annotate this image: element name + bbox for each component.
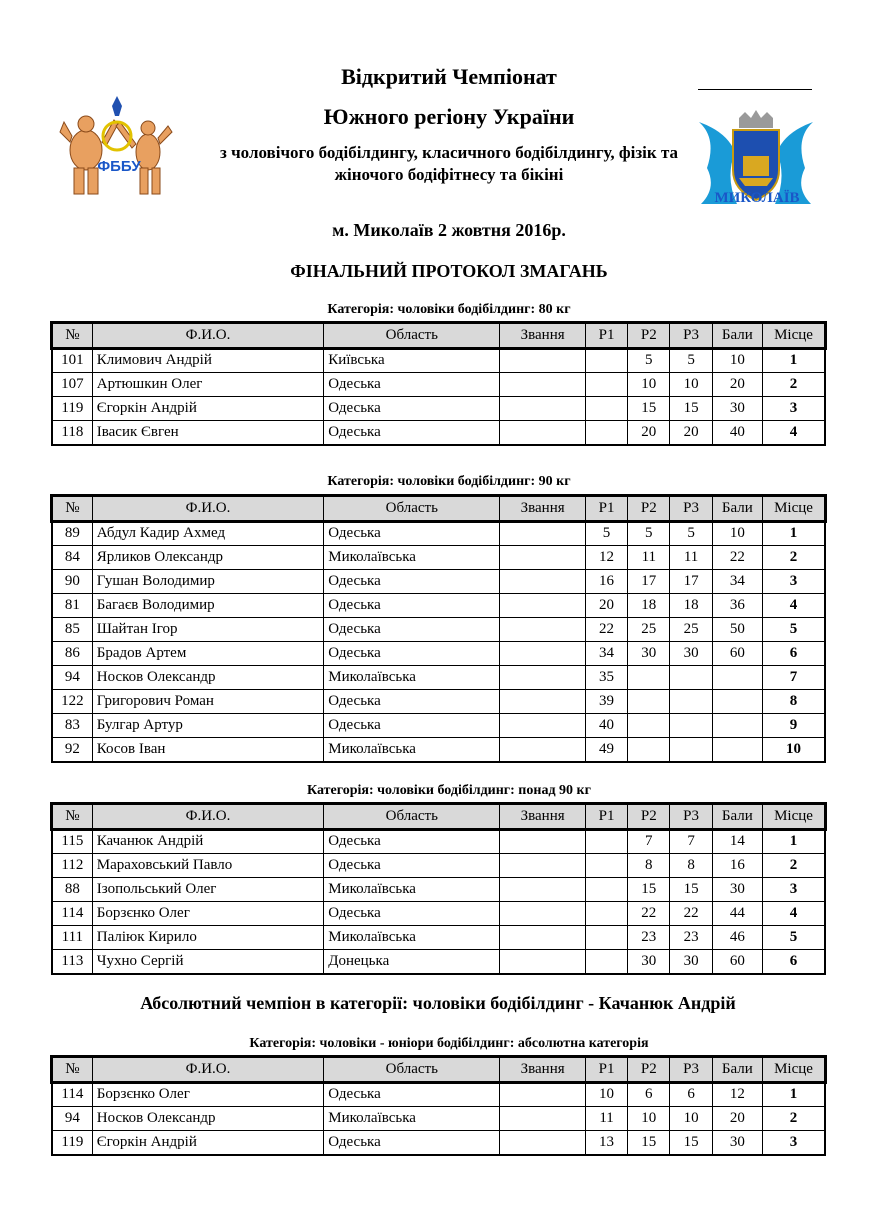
col-name-cell: Брадов Артем	[92, 642, 323, 666]
col-region-cell: Одеська	[324, 421, 500, 446]
col-r3-cell: 20	[670, 421, 712, 446]
col-rank-header: Звання	[500, 496, 586, 521]
col-place-cell: 2	[763, 546, 825, 570]
col-place-cell: 6	[763, 950, 825, 975]
col-place-cell: 2	[763, 854, 825, 878]
col-rank-cell	[500, 642, 586, 666]
mykolaiv-emblem-text: МИКОЛАЇВ	[714, 190, 800, 206]
col-place-cell: 1	[763, 829, 825, 854]
col-r3-cell	[670, 690, 712, 714]
col-name-cell: Мараховський Павло	[92, 854, 323, 878]
col-name-cell: Гушан Володимир	[92, 570, 323, 594]
col-number-cell: 88	[52, 878, 92, 902]
col-region-cell: Київська	[324, 348, 500, 373]
table-row	[52, 1131, 825, 1156]
col-number-cell: 85	[52, 618, 92, 642]
col-place-cell: 10	[763, 738, 825, 763]
col-number-cell: 84	[52, 546, 92, 570]
col-place-cell: 3	[763, 397, 825, 421]
table-row	[52, 397, 825, 421]
col-region-cell: Одеська	[324, 690, 500, 714]
table-row	[52, 373, 825, 397]
col-r1-cell: 35	[585, 666, 627, 690]
col-r1-cell: 20	[585, 594, 627, 618]
table-row	[52, 878, 825, 902]
col-r1-cell: 39	[585, 690, 627, 714]
col-number-cell: 89	[52, 521, 92, 546]
col-r3-cell: 23	[670, 926, 712, 950]
col-r3-cell: 11	[670, 546, 712, 570]
col-points-cell: 20	[712, 1107, 762, 1131]
table-row	[52, 570, 825, 594]
col-place-cell: 3	[763, 878, 825, 902]
col-r2-cell	[628, 714, 670, 738]
col-name-header: Ф.И.О.	[92, 323, 323, 348]
table-row	[52, 690, 825, 714]
col-r2-cell: 25	[628, 618, 670, 642]
col-r2-cell: 8	[628, 854, 670, 878]
col-name-cell: Григорович Роман	[92, 690, 323, 714]
col-number-cell: 118	[52, 421, 92, 446]
col-name-cell: Носков Олександр	[92, 1107, 323, 1131]
col-region-cell: Одеська	[324, 902, 500, 926]
col-points-cell	[712, 666, 762, 690]
col-r2-cell: 6	[628, 1082, 670, 1107]
col-rank-cell	[500, 714, 586, 738]
col-name-cell: Борзєнко Олег	[92, 1082, 323, 1107]
table-row	[52, 348, 825, 373]
col-r2-header: Р2	[628, 1057, 670, 1082]
col-rank-cell	[500, 373, 586, 397]
table-header-row	[52, 496, 825, 521]
table-row	[52, 902, 825, 926]
col-r1-cell	[585, 854, 627, 878]
col-rank-header: Звання	[500, 804, 586, 829]
col-r2-cell: 15	[628, 1131, 670, 1156]
col-name-cell: Ярликов Олександр	[92, 546, 323, 570]
col-r3-cell: 7	[670, 829, 712, 854]
col-number-cell: 90	[52, 570, 92, 594]
col-points-header: Бали	[712, 804, 762, 829]
col-points-cell: 14	[712, 829, 762, 854]
col-name-cell: Шайтан Ігор	[92, 618, 323, 642]
table-header-row	[52, 804, 825, 829]
col-place-cell: 8	[763, 690, 825, 714]
competition-subtitle: з чоловічого бодібілдингу, класичного бодібілдингу, фізік та жіночого бодіфітнесу та бікіні	[220, 143, 678, 184]
col-r1-cell: 34	[585, 642, 627, 666]
title-line-1: Відкритий Чемпіонат	[341, 64, 557, 89]
col-points-cell: 34	[712, 570, 762, 594]
col-points-header: Бали	[712, 496, 762, 521]
category-title: Категорія: чоловіки бодібілдинг: 90 кг	[327, 474, 571, 489]
results-table	[51, 322, 826, 446]
col-rank-cell	[500, 618, 586, 642]
col-r2-cell: 10	[628, 373, 670, 397]
col-r1-cell	[585, 348, 627, 373]
col-r2-cell: 10	[628, 1107, 670, 1131]
category-title: Категорія: чоловіки - юніори бодібілдинг: абсолютна категорія	[249, 1036, 649, 1051]
col-points-cell: 44	[712, 902, 762, 926]
results-table	[51, 803, 826, 975]
col-place-cell: 6	[763, 642, 825, 666]
col-rank-cell	[500, 1082, 586, 1107]
col-place-cell: 7	[763, 666, 825, 690]
col-region-cell: Одеська	[324, 1082, 500, 1107]
col-r3-cell	[670, 666, 712, 690]
col-r3-cell: 30	[670, 950, 712, 975]
col-region-header: Область	[324, 496, 500, 521]
col-r3-header: Р3	[670, 1057, 712, 1082]
col-name-cell: Булгар Артур	[92, 714, 323, 738]
absolute-champion: Абсолютний чемпіон в категорії: чоловіки бодібілдинг - Качанюк Андрій	[140, 993, 736, 1013]
col-rank-cell	[500, 690, 586, 714]
table-row	[52, 594, 825, 618]
col-rank-cell	[500, 348, 586, 373]
col-name-cell: Климович Андрій	[92, 348, 323, 373]
col-region-cell: Миколаївська	[324, 546, 500, 570]
col-r1-cell	[585, 926, 627, 950]
col-r1-cell	[585, 902, 627, 926]
col-rank-cell	[500, 666, 586, 690]
city-date: м. Миколаїв 2 жовтня 2016р.	[332, 220, 566, 240]
table-row	[52, 421, 825, 446]
col-r3-cell: 30	[670, 642, 712, 666]
col-r2-cell	[628, 690, 670, 714]
col-points-cell: 60	[712, 642, 762, 666]
col-number-cell: 94	[52, 666, 92, 690]
col-name-cell: Івасик Євген	[92, 421, 323, 446]
col-name-cell: Єгоркін Андрій	[92, 397, 323, 421]
col-region-cell: Одеська	[324, 618, 500, 642]
col-r3-cell: 18	[670, 594, 712, 618]
col-r3-cell: 15	[670, 878, 712, 902]
col-number-cell: 107	[52, 373, 92, 397]
col-rank-cell	[500, 397, 586, 421]
col-name-cell: Косов Іван	[92, 738, 323, 763]
col-r1-cell: 13	[585, 1131, 627, 1156]
col-name-cell: Качанюк Андрій	[92, 829, 323, 854]
table-row	[52, 829, 825, 854]
col-points-header: Бали	[712, 323, 762, 348]
col-r2-cell: 17	[628, 570, 670, 594]
col-region-cell: Одеська	[324, 854, 500, 878]
col-points-header: Бали	[712, 1057, 762, 1082]
results-table	[51, 495, 826, 763]
col-r1-header: Р1	[585, 496, 627, 521]
col-name-header: Ф.И.О.	[92, 1057, 323, 1082]
col-r3-cell: 5	[670, 521, 712, 546]
col-rank-cell	[500, 926, 586, 950]
col-points-cell: 12	[712, 1082, 762, 1107]
col-rank-cell	[500, 829, 586, 854]
table-row	[52, 546, 825, 570]
col-r3-cell: 15	[670, 1131, 712, 1156]
col-r2-header: Р2	[628, 804, 670, 829]
col-r1-header: Р1	[585, 323, 627, 348]
category-title: Категорія: чоловіки бодібілдинг: понад 90 кг	[307, 783, 591, 798]
col-place-cell: 5	[763, 618, 825, 642]
col-rank-cell	[500, 878, 586, 902]
col-place-header: Місце	[763, 804, 825, 829]
col-points-cell: 30	[712, 878, 762, 902]
col-place-cell: 3	[763, 1131, 825, 1156]
col-number-cell: 119	[52, 397, 92, 421]
col-name-cell: Багаєв Володимир	[92, 594, 323, 618]
col-region-cell: Одеська	[324, 642, 500, 666]
col-points-cell: 46	[712, 926, 762, 950]
col-r2-cell: 11	[628, 546, 670, 570]
col-points-cell: 10	[712, 521, 762, 546]
col-r1-cell: 40	[585, 714, 627, 738]
col-rank-cell	[500, 594, 586, 618]
category-title: Категорія: чоловіки бодібілдинг: 80 кг	[327, 302, 571, 317]
col-place-cell: 5	[763, 926, 825, 950]
col-points-cell: 50	[712, 618, 762, 642]
col-points-cell	[712, 738, 762, 763]
col-r1-header: Р1	[585, 1057, 627, 1082]
col-name-header: Ф.И.О.	[92, 496, 323, 521]
col-region-cell: Миколаївська	[324, 1107, 500, 1131]
col-number-cell: 115	[52, 829, 92, 854]
col-rank-cell	[500, 421, 586, 446]
col-region-cell: Донецька	[324, 950, 500, 975]
col-number-cell: 122	[52, 690, 92, 714]
col-place-cell: 1	[763, 1082, 825, 1107]
col-points-cell	[712, 690, 762, 714]
table-header-row	[52, 1057, 825, 1082]
col-number-cell: 101	[52, 348, 92, 373]
col-region-cell: Одеська	[324, 714, 500, 738]
col-number-cell: 86	[52, 642, 92, 666]
col-region-cell: Одеська	[324, 397, 500, 421]
col-r1-cell: 16	[585, 570, 627, 594]
col-region-cell: Одеська	[324, 570, 500, 594]
col-place-cell: 2	[763, 1107, 825, 1131]
col-r3-cell: 22	[670, 902, 712, 926]
col-r1-cell	[585, 950, 627, 975]
table-row	[52, 854, 825, 878]
col-r2-cell: 23	[628, 926, 670, 950]
col-place-cell: 1	[763, 521, 825, 546]
col-r2-cell: 30	[628, 950, 670, 975]
col-place-cell: 3	[763, 570, 825, 594]
col-rank-cell	[500, 546, 586, 570]
col-r1-cell	[585, 878, 627, 902]
table-row	[52, 714, 825, 738]
col-rank-cell	[500, 1107, 586, 1131]
col-number-cell: 119	[52, 1131, 92, 1156]
col-name-cell: Чухно Сергій	[92, 950, 323, 975]
col-region-cell: Миколаївська	[324, 926, 500, 950]
col-rank-cell	[500, 521, 586, 546]
table-row	[52, 642, 825, 666]
col-name-cell: Паліюк Кирило	[92, 926, 323, 950]
col-name-cell: Борзєнко Олег	[92, 902, 323, 926]
col-r2-cell	[628, 666, 670, 690]
col-r3-cell: 25	[670, 618, 712, 642]
col-place-cell: 9	[763, 714, 825, 738]
col-region-cell: Миколаївська	[324, 878, 500, 902]
col-place-header: Місце	[763, 1057, 825, 1082]
col-place-cell: 1	[763, 348, 825, 373]
col-number-cell: 114	[52, 1082, 92, 1107]
col-r1-cell: 12	[585, 546, 627, 570]
col-r3-cell: 10	[670, 1107, 712, 1131]
col-region-cell: Миколаївська	[324, 666, 500, 690]
col-rank-cell	[500, 738, 586, 763]
col-number-header: №	[52, 804, 92, 829]
col-r2-cell: 18	[628, 594, 670, 618]
table-row	[52, 666, 825, 690]
col-r1-cell	[585, 421, 627, 446]
col-r2-cell: 20	[628, 421, 670, 446]
col-r1-header: Р1	[585, 804, 627, 829]
col-points-cell: 16	[712, 854, 762, 878]
col-r3-cell: 8	[670, 854, 712, 878]
col-r2-cell: 30	[628, 642, 670, 666]
col-region-cell: Одеська	[324, 594, 500, 618]
col-r1-cell: 22	[585, 618, 627, 642]
table-row	[52, 1107, 825, 1131]
protocol-title: ФІНАЛЬНИЙ ПРОТОКОЛ ЗМАГАНЬ	[290, 261, 608, 281]
col-r2-cell: 22	[628, 902, 670, 926]
col-points-cell: 10	[712, 348, 762, 373]
col-r3-cell: 17	[670, 570, 712, 594]
col-r1-cell: 11	[585, 1107, 627, 1131]
col-r3-header: Р3	[670, 804, 712, 829]
col-number-cell: 111	[52, 926, 92, 950]
col-region-header: Область	[324, 323, 500, 348]
col-points-cell: 60	[712, 950, 762, 975]
col-r1-cell	[585, 397, 627, 421]
col-number-cell: 83	[52, 714, 92, 738]
results-table	[51, 1056, 826, 1156]
table-row	[52, 926, 825, 950]
col-number-cell: 94	[52, 1107, 92, 1131]
col-name-cell: Абдул Кадир Ахмед	[92, 521, 323, 546]
col-number-cell: 112	[52, 854, 92, 878]
col-number-cell: 92	[52, 738, 92, 763]
col-rank-header: Звання	[500, 1057, 586, 1082]
col-r1-cell: 10	[585, 1082, 627, 1107]
col-r2-cell: 15	[628, 878, 670, 902]
col-region-header: Область	[324, 1057, 500, 1082]
col-region-header: Область	[324, 804, 500, 829]
col-region-cell: Одеська	[324, 373, 500, 397]
col-region-cell: Одеська	[324, 521, 500, 546]
col-rank-cell	[500, 570, 586, 594]
col-rank-cell	[500, 902, 586, 926]
col-r2-header: Р2	[628, 496, 670, 521]
col-r2-cell: 15	[628, 397, 670, 421]
col-name-header: Ф.И.О.	[92, 804, 323, 829]
col-points-cell: 30	[712, 397, 762, 421]
col-place-cell: 4	[763, 421, 825, 446]
fbbu-logo-text: ФББУ	[97, 158, 141, 175]
col-name-cell: Єгоркін Андрій	[92, 1131, 323, 1156]
col-r2-cell: 7	[628, 829, 670, 854]
col-place-header: Місце	[763, 496, 825, 521]
col-number-header: №	[52, 496, 92, 521]
title-line-2: Южного регіону України	[323, 104, 575, 129]
table-row	[52, 521, 825, 546]
col-r3-header: Р3	[670, 496, 712, 521]
col-number-header: №	[52, 323, 92, 348]
col-place-cell: 2	[763, 373, 825, 397]
col-rank-header: Звання	[500, 323, 586, 348]
col-r3-header: Р3	[670, 323, 712, 348]
col-place-cell: 4	[763, 594, 825, 618]
table-row	[52, 618, 825, 642]
table-row	[52, 950, 825, 975]
col-r3-cell	[670, 738, 712, 763]
col-points-cell: 22	[712, 546, 762, 570]
table-header-row	[52, 323, 825, 348]
col-r2-cell: 5	[628, 348, 670, 373]
col-region-cell: Миколаївська	[324, 738, 500, 763]
col-r1-cell: 49	[585, 738, 627, 763]
col-r3-cell: 6	[670, 1082, 712, 1107]
col-r2-cell: 5	[628, 521, 670, 546]
col-points-cell: 20	[712, 373, 762, 397]
col-r1-cell: 5	[585, 521, 627, 546]
col-number-cell: 114	[52, 902, 92, 926]
col-rank-cell	[500, 950, 586, 975]
col-r3-cell: 10	[670, 373, 712, 397]
col-points-cell: 30	[712, 1131, 762, 1156]
col-rank-cell	[500, 1131, 586, 1156]
col-place-header: Місце	[763, 323, 825, 348]
col-number-cell: 113	[52, 950, 92, 975]
col-r3-cell: 15	[670, 397, 712, 421]
col-name-cell: Носков Олександр	[92, 666, 323, 690]
col-points-cell	[712, 714, 762, 738]
col-region-cell: Одеська	[324, 829, 500, 854]
col-r2-header: Р2	[628, 323, 670, 348]
col-name-cell: Ізопольський Олег	[92, 878, 323, 902]
col-name-cell: Артюшкин Олег	[92, 373, 323, 397]
col-points-cell: 40	[712, 421, 762, 446]
col-r1-cell	[585, 829, 627, 854]
col-place-cell: 4	[763, 902, 825, 926]
table-row	[52, 1082, 825, 1107]
col-r3-cell	[670, 714, 712, 738]
col-number-cell: 81	[52, 594, 92, 618]
col-r2-cell	[628, 738, 670, 763]
col-points-cell: 36	[712, 594, 762, 618]
col-r1-cell	[585, 373, 627, 397]
col-region-cell: Одеська	[324, 1131, 500, 1156]
col-r3-cell: 5	[670, 348, 712, 373]
table-row	[52, 738, 825, 763]
col-number-header: №	[52, 1057, 92, 1082]
col-rank-cell	[500, 854, 586, 878]
